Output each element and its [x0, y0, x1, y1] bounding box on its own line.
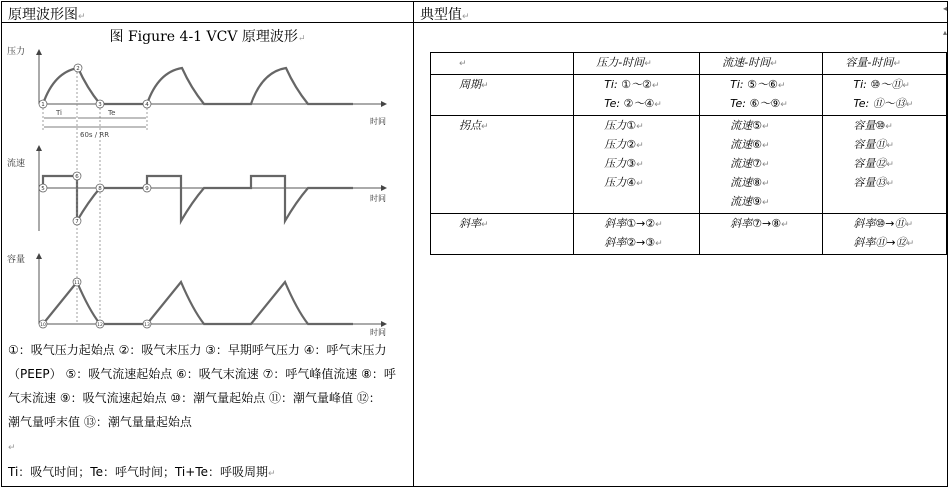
legend-line-2: （PEEP） ⑤：吸气流速起始点 ⑥：吸气末流速 ⑦：呼气峰值流速 ⑧：呼	[8, 367, 396, 381]
table-header-text: 压力-时间↵	[596, 56, 652, 69]
table-cell-line: 流速⑧↵	[730, 176, 770, 189]
ti-label: Ti	[56, 109, 63, 117]
volume-time-label: 时间	[370, 328, 386, 336]
table-cell-line: 容量⑩↵	[853, 119, 893, 132]
row-label-text: 周期↵	[459, 78, 489, 91]
svg-text:8: 8	[98, 186, 102, 192]
legend-line-5: Ti：吸气时间；Te：呼气时间；Ti+Te：呼吸周期↵	[8, 465, 276, 479]
table-cell	[700, 214, 823, 255]
legend-line-4: 潮气量呼末值 ⑬：潮气量量起始点	[8, 415, 192, 429]
legend-blank-line: ↵	[8, 443, 16, 453]
legend-line-1: ①：吸气压力起始点 ②：吸气末压力 ③：早期呼气压力 ④：呼气末压力	[8, 343, 387, 357]
table-header-cell	[700, 53, 823, 75]
point-5-marker	[39, 184, 47, 192]
point-8-marker	[96, 184, 104, 192]
table-header-text: 流速-时间↵	[722, 56, 778, 69]
point-10-marker	[39, 320, 47, 328]
point-1-marker	[39, 100, 47, 108]
svg-text:1: 1	[41, 102, 45, 108]
point-2-marker	[74, 64, 82, 72]
point-11-marker	[73, 278, 81, 286]
te-label: Te	[108, 109, 116, 117]
table-cell-line: 容量⑫↵	[853, 157, 894, 170]
table-cell-line: Ti: ⑩～⑪↵	[853, 78, 910, 91]
volume-waveform	[39, 282, 353, 324]
point-9-marker	[143, 184, 151, 192]
flow-time-label: 时间	[370, 194, 386, 203]
flow-axis-label: 流速	[7, 159, 26, 169]
table-cell-line: 斜率⑩→⑪↵	[853, 217, 914, 230]
svg-text:3: 3	[98, 102, 102, 108]
point-13-marker	[143, 320, 151, 328]
table-header-cell	[431, 53, 574, 75]
table-row-label	[431, 214, 574, 255]
table-cell	[574, 214, 700, 255]
typical-values-table	[430, 52, 947, 255]
table-header-text: 容量-时间↵	[845, 56, 901, 69]
period-label: 60s / RR	[80, 131, 110, 139]
table-cell-line: 流速⑤↵	[730, 119, 770, 132]
side-mark-top: ◂	[942, 4, 947, 13]
svg-text:11: 11	[74, 281, 80, 286]
table-header-cell	[574, 53, 700, 75]
table-cell-line: 压力④↵	[604, 176, 644, 189]
table-cell-line: 斜率⑦→⑧↵	[730, 217, 789, 230]
svg-text:9: 9	[145, 186, 149, 192]
pressure-axis-label: 压力	[7, 47, 26, 57]
left-column-header: 原理波形图↵	[8, 7, 86, 23]
table-header-row	[431, 53, 947, 75]
table-row-label	[431, 75, 574, 116]
table-cell-line: 容量⑪↵	[853, 138, 894, 151]
table-cell-line: 斜率①→②↵	[604, 217, 663, 230]
svg-text:6: 6	[75, 174, 79, 180]
table-cell-line: 斜率⑪→⑫↵	[853, 236, 915, 249]
table-cell	[574, 116, 700, 214]
svg-text:7: 7	[75, 219, 79, 225]
table-cell-line: Te: ②～④↵	[604, 97, 662, 110]
table-header-text: ↵	[459, 59, 467, 69]
svg-text:12: 12	[97, 323, 103, 328]
table-cell	[700, 116, 823, 214]
pressure-time-label: 时间	[370, 117, 386, 126]
side-mark-mid: ▴	[942, 28, 947, 37]
table-row-label	[431, 116, 574, 214]
table-cell	[823, 75, 947, 116]
table-cell-line: Ti: ⑤～⑥↵	[730, 78, 786, 91]
table-cell-line: 斜率②→③↵	[604, 236, 663, 249]
column-divider	[413, 2, 414, 486]
vcv-waveform-figure	[2, 44, 413, 336]
figure-caption: 图 Figure 4-1 VCV 原理波形↵	[109, 29, 306, 45]
row-label-text: 斜率↵	[459, 217, 489, 230]
right-column-header: 典型值↵	[420, 7, 470, 23]
table-row	[431, 116, 947, 214]
svg-text:4: 4	[145, 102, 149, 108]
point-4-marker	[143, 100, 151, 108]
table-header-cell	[823, 53, 947, 75]
table-cell-line: 流速⑥↵	[730, 138, 770, 151]
point-7-marker	[73, 217, 81, 225]
svg-text:2: 2	[76, 66, 80, 72]
table-row	[431, 75, 947, 116]
table-cell-line: 压力②↵	[604, 138, 644, 151]
volume-axis-label: 容量	[7, 255, 26, 265]
table-cell	[823, 214, 947, 255]
table-cell	[574, 75, 700, 116]
point-6-marker	[73, 172, 81, 180]
point-3-marker	[96, 100, 104, 108]
svg-text:13: 13	[144, 323, 150, 328]
table-row	[431, 214, 947, 255]
table-cell-line: Te: ⑥～⑨↵	[730, 97, 788, 110]
table-cell	[700, 75, 823, 116]
legend-line-3: 气末流速 ⑨：吸气流速起始点 ⑩：潮气量起始点 ⑪：潮气量峰值 ⑫：	[8, 391, 381, 405]
table-cell-line: 压力③↵	[604, 157, 644, 170]
svg-text:10: 10	[40, 323, 46, 328]
point-12-marker	[96, 320, 104, 328]
table-cell-line: Te: ⑪～⑬↵	[853, 97, 914, 110]
header-divider	[2, 22, 947, 23]
table-cell-line: 流速⑨↵	[730, 195, 770, 208]
row-label-text: 拐点↵	[459, 119, 489, 132]
svg-text:5: 5	[41, 186, 45, 192]
table-cell-line: 压力①↵	[604, 119, 644, 132]
table-cell-line: 流速⑦↵	[730, 157, 770, 170]
flow-waveform	[39, 176, 353, 221]
document-table-frame	[1, 1, 948, 487]
figure-legend	[8, 338, 410, 486]
table-cell	[823, 116, 947, 214]
pressure-waveform	[39, 68, 353, 104]
table-cell-line: 容量⑬↵	[853, 176, 894, 189]
table-cell-line: Ti: ①～②↵	[604, 78, 660, 91]
